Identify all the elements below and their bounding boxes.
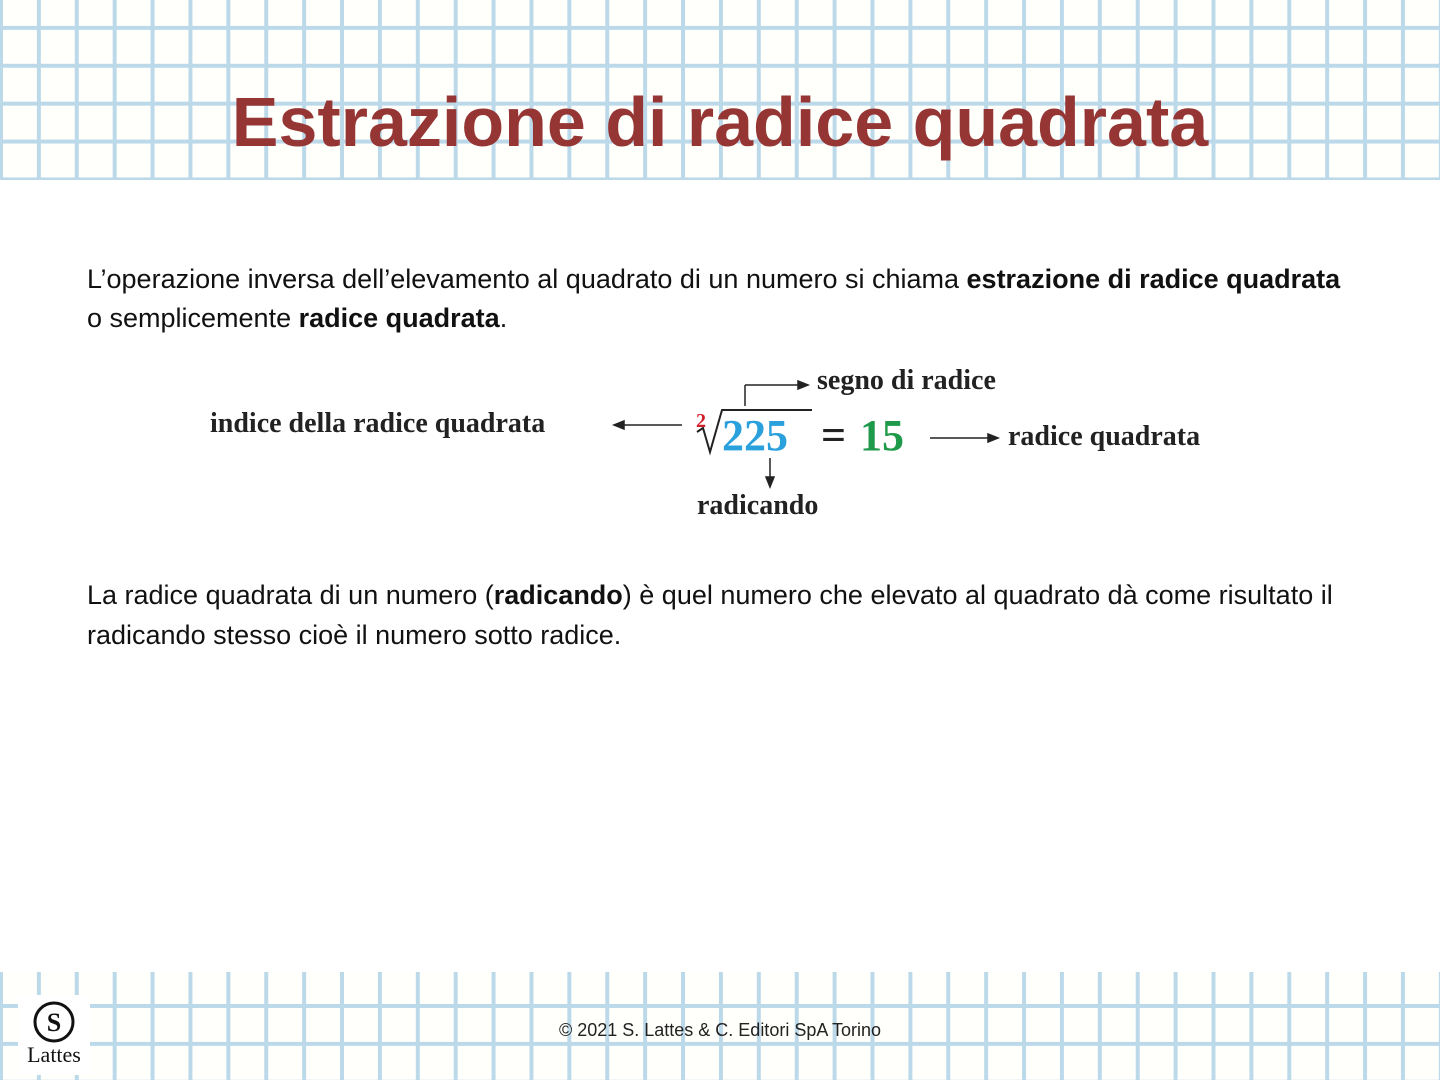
arrow-right-icon <box>798 381 808 389</box>
radicand-value: 225 <box>722 411 788 460</box>
intro-text: . <box>499 303 508 333</box>
intro-text: o semplicemente <box>87 303 299 333</box>
arrow-right-icon <box>988 434 998 442</box>
intro-text: L’operazione inversa dell’elevamento al quadrato di un numero si chiama <box>87 264 967 294</box>
radicand-label: radicando <box>697 490 819 521</box>
svg-text:S: S <box>46 1008 62 1037</box>
diagram-arrows <box>600 370 1020 500</box>
definition-text: ) è quel numero che elevato al quadrato dà come risultato il radicando stesso cioè il numero sotto radice. <box>87 580 1333 650</box>
intro-paragraph <box>87 260 1347 338</box>
index-label: indice della radice quadrata <box>210 408 546 439</box>
logo-text: Lattes <box>27 1042 81 1067</box>
equals-sign: = <box>821 411 847 460</box>
slide-title: Estrazione di radice quadrata <box>231 83 1209 161</box>
definition-paragraph <box>87 575 1347 655</box>
root-index: 2 <box>696 410 706 432</box>
definition-bold: radicando <box>493 580 623 610</box>
sign-label: segno di radice <box>817 365 996 396</box>
result-value: 15 <box>860 411 904 460</box>
intro-bold: radice quadrata <box>298 303 500 333</box>
arrow-down-icon <box>766 477 774 487</box>
definition-text: La radice quadrata di un numero ( <box>87 580 494 610</box>
intro-bold: estrazione di radice quadrata <box>966 264 1341 294</box>
arrow-left-icon <box>614 421 624 429</box>
root-label: radice quadrata <box>1008 421 1201 452</box>
copyright: © 2021 S. Lattes & C. Editori SpA Torino <box>558 1020 882 1040</box>
